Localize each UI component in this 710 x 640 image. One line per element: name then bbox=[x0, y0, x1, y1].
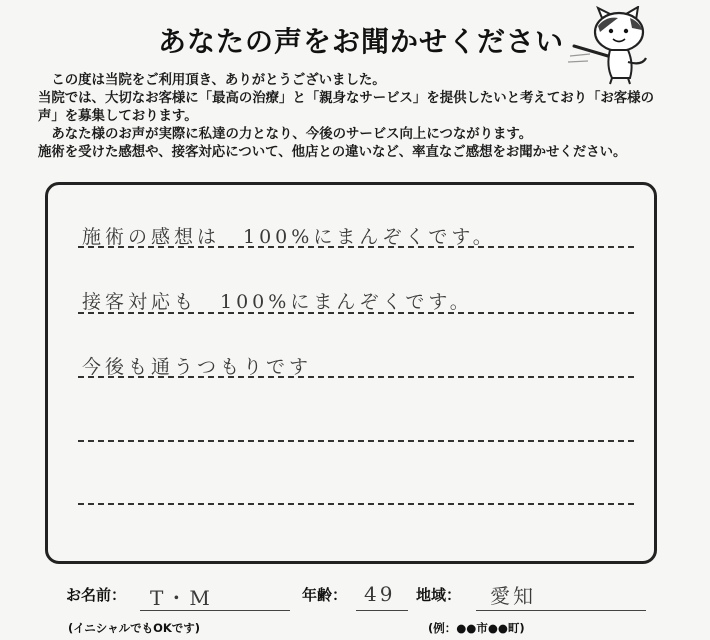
intro-line: あなた様のお声が実際に私達の力となり、今後のサービス向上につながります。 bbox=[38, 127, 533, 142]
name-label: お名前： bbox=[66, 586, 127, 604]
answer-rule bbox=[78, 440, 634, 442]
area-note: (例：●●市●●町) bbox=[428, 621, 525, 635]
answer-rule bbox=[78, 503, 634, 505]
age-label: 年齢： bbox=[302, 586, 348, 604]
area-value: 愛知 bbox=[490, 584, 536, 608]
answer-line-2: 接客対応も 100%にまんぞくです。 bbox=[82, 291, 473, 313]
age-underline bbox=[356, 610, 408, 611]
page-title: あなたの声をお聞かせください bbox=[158, 25, 565, 58]
intro-line: 施術を受けた感想や、接客対応について、他店との違いなど、率直なご感想をお聞かせください。 bbox=[38, 145, 627, 160]
answer-line-3: 今後も通うつもりです bbox=[82, 356, 313, 378]
answer-line-1: 施術の感想は 100%にまんぞくです。 bbox=[82, 226, 496, 248]
answer-rule bbox=[78, 312, 634, 314]
intro-line: この度は当院をご利用頂き、ありがとうございました。 bbox=[38, 73, 386, 88]
answer-rule bbox=[78, 246, 634, 248]
intro-line: 当院では、大切なお客様に「最高の治療」と「親身なサービス」を提供したいと考えており「お客様の声」を募集しております。 bbox=[38, 91, 654, 124]
age-value: 49 bbox=[364, 582, 396, 606]
name-note: (イニシャルでもOKです) bbox=[68, 621, 201, 635]
name-value: T・M bbox=[150, 586, 213, 610]
intro-text bbox=[38, 72, 668, 162]
answer-rule bbox=[78, 376, 634, 378]
area-underline bbox=[476, 610, 646, 611]
area-label: 地域： bbox=[416, 586, 462, 604]
name-underline bbox=[140, 610, 290, 611]
